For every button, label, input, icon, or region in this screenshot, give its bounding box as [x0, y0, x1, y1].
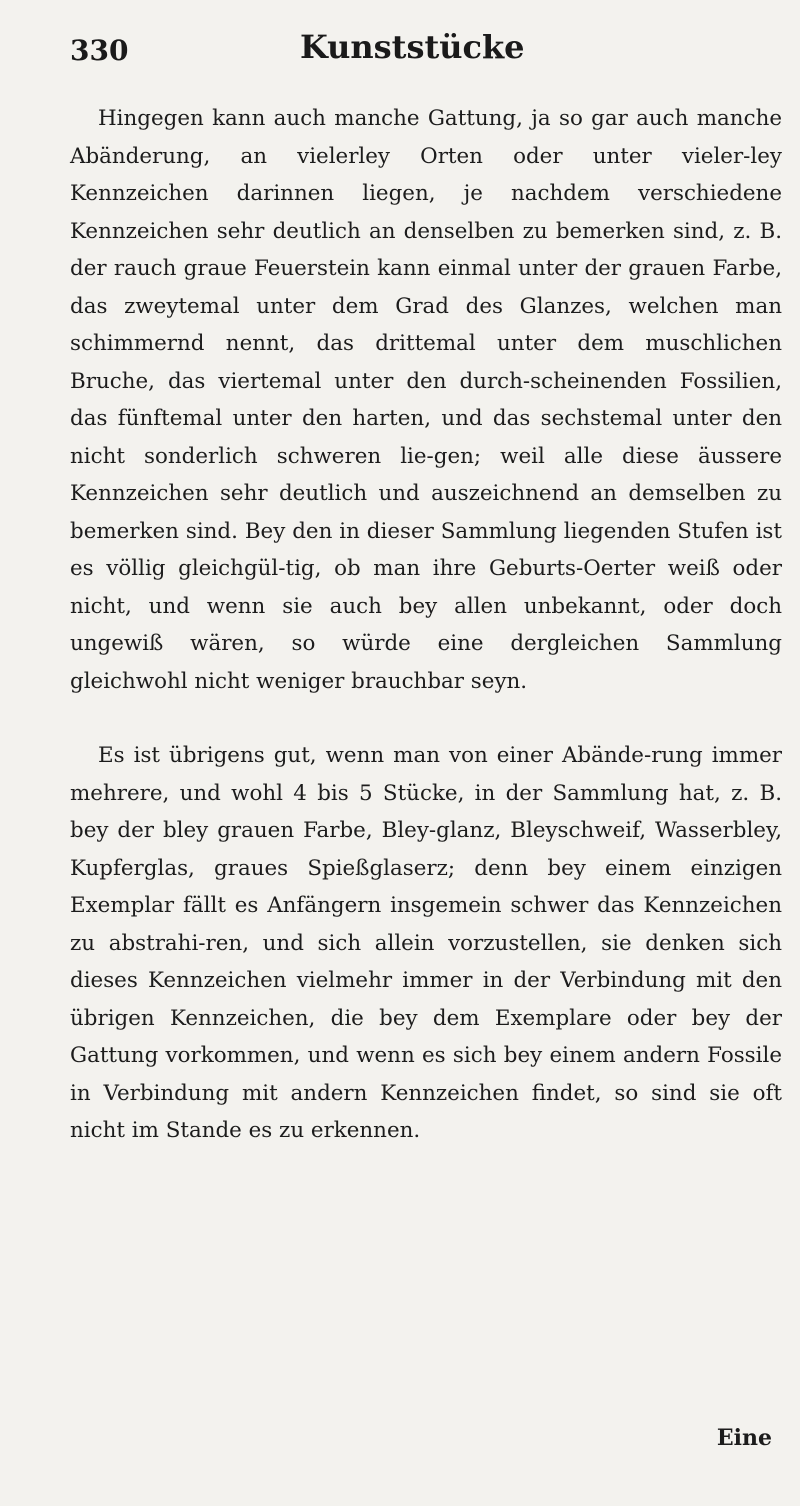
page-number: 330: [70, 34, 129, 67]
running-title: Kunststücke: [300, 28, 525, 66]
running-head: [70, 18, 790, 74]
paragraph-1: Hingegen kann auch manche Gattung, ja so gar auch manche Abänderung, an vielerley Orten oder unter vieler-ley Kennzeichen darinnen liegen, je nachdem verschiedene Kennzeichen sehr deutlich an denselben zu bemerken sind, z. B. der rauch graue Feuerstein kann einmal unter der grauen Farbe, das zweytemal unter dem Grad des Glanzes, welchen man schimmernd nennt, das drittemal unter dem muschlichen Bruche, das viertemal unter den durch-scheinenden Fossilien, das fünftemal unter den harten, und das sechstemal unter den nicht sonderlich schweren lie-gen; weil alle diese äussere Kennzeichen sehr deutlich und auszeichnend an demselben zu bemerken sind. Bey den in dieser Sammlung liegenden Stufen ist es völlig gleichgül-tig, ob man ihre Geburts-Oerter weiß oder nicht, und wenn sie auch bey allen unbekannt, oder doch ungewiß wären, so würde eine dergleichen Sammlung gleichwohl nicht weniger brauchbar seyn.: [70, 106, 782, 694]
paragraph-2: Es ist übrigens gut, wenn man von einer Abände-rung immer mehrere, und wohl 4 bis 5 Stücke, in der Sammlung hat, z. B. bey der bley grauen Farbe, Bley-glanz, Bleyschweif, Wasserbley, Kupferglas, graues Spießglaserz; denn bey einem einzigen Exemplar fällt es Anfängern insgemein schwer das Kennzeichen zu abstrahi-ren, und sich allein vorzustellen, sie denken sich dieses Kennzeichen vielmehr immer in der Verbindung mit den übrigen Kennzeichen, die bey dem Exemplare oder bey der Gattung vorkommen, und wenn es sich bey einem andern Fossile in Verbindung mit andern Kennzeichen findet, so sind sie oft nicht im Stande es zu erkennen.: [70, 743, 782, 1143]
body-text: [70, 100, 782, 1150]
catchword: Eine: [716, 1425, 772, 1451]
